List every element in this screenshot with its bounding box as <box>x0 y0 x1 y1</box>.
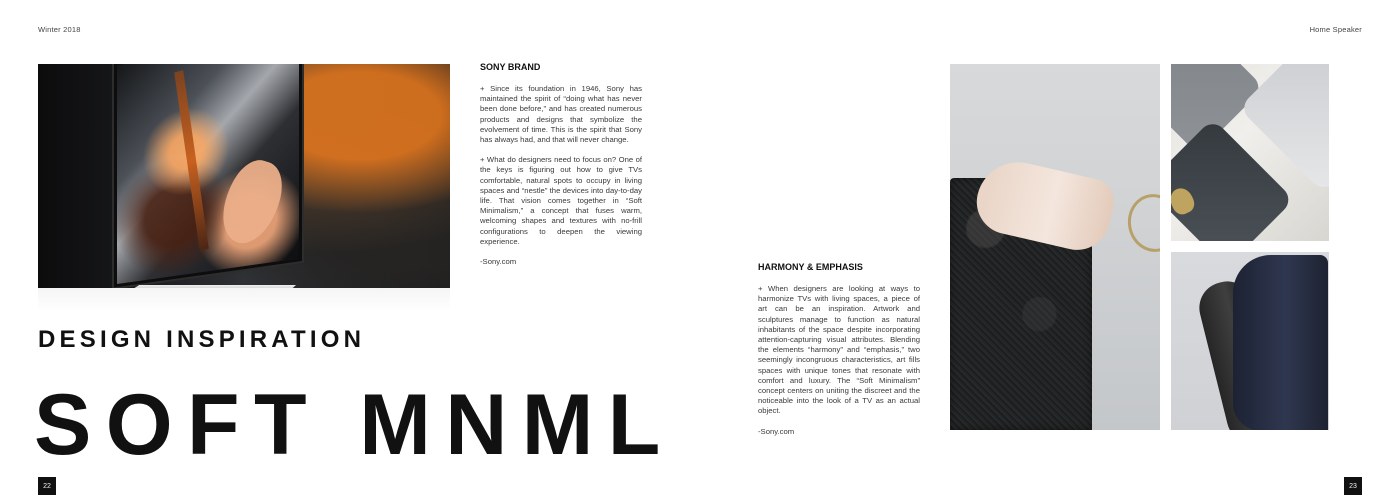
harmony-emphasis-source: -Sony.com <box>758 426 795 436</box>
sony-brand-paragraph-2: + What do designers need to focus on? One of the keys is figuring out how to give TVs comfortable, natural spots to occupy in living spaces and “nestle” the devices into day-to-day life. That vision comes together in “Soft Minimalism,” a concept that fuses warm, welcoming shapes and textures with no-frill configurations to deepen the viewing experience. <box>480 155 642 246</box>
harmony-emphasis-article <box>758 263 920 447</box>
left-running-head: Winter 2018 <box>38 25 81 34</box>
felt-panels-photo <box>1171 64 1329 241</box>
tv-shadow <box>38 288 450 312</box>
sony-brand-source: -Sony.com <box>480 257 517 267</box>
person-in-chair-photo <box>1171 252 1329 430</box>
tv-screen <box>117 64 299 284</box>
sony-brand-paragraph-1: + Since its foundation in 1946, Sony has maintained the spirit of “doing what has never been done before,” and has created numerous products and designs that symbolize the evolvement of time. This is the spirit that Sony has always had, and that will never change. <box>480 84 642 145</box>
harmony-emphasis-paragraph: + When designers are looking at ways to harmonize TVs with living spaces, a piece of art can be an inspiration. Artwork and sculptures manage to function as natural inhabitants of the space despite incorporating attention-capturing visual attributes. Blending the elements “harmony” and “emphasis,” two seemingly incongruous characteristics, art fills spaces with unique tones that resonate with comfort and luxury. The “Soft Minimalism” concept centers on uniting the discreet and the noticeable into the look of a TV as an actual object. <box>758 284 920 416</box>
sony-brand-article <box>480 63 642 277</box>
right-running-head: Home Speaker <box>1309 25 1362 34</box>
gold-bracelet <box>1123 190 1160 256</box>
violinist-tv-photo <box>38 64 450 288</box>
right-page-number: 23 <box>1344 477 1362 495</box>
speaker-hand-photo <box>950 64 1160 430</box>
design-inspiration-heading: DESIGN INSPIRATION <box>38 326 366 353</box>
harmony-emphasis-heading: HARMONY & EMPHASIS <box>758 262 863 272</box>
left-page-number: 22 <box>38 477 56 495</box>
person-in-navy-jacket <box>1233 255 1328 430</box>
soft-mnml-title: SOFT MNML <box>34 377 675 473</box>
sony-brand-heading: SONY BRAND <box>480 62 541 72</box>
